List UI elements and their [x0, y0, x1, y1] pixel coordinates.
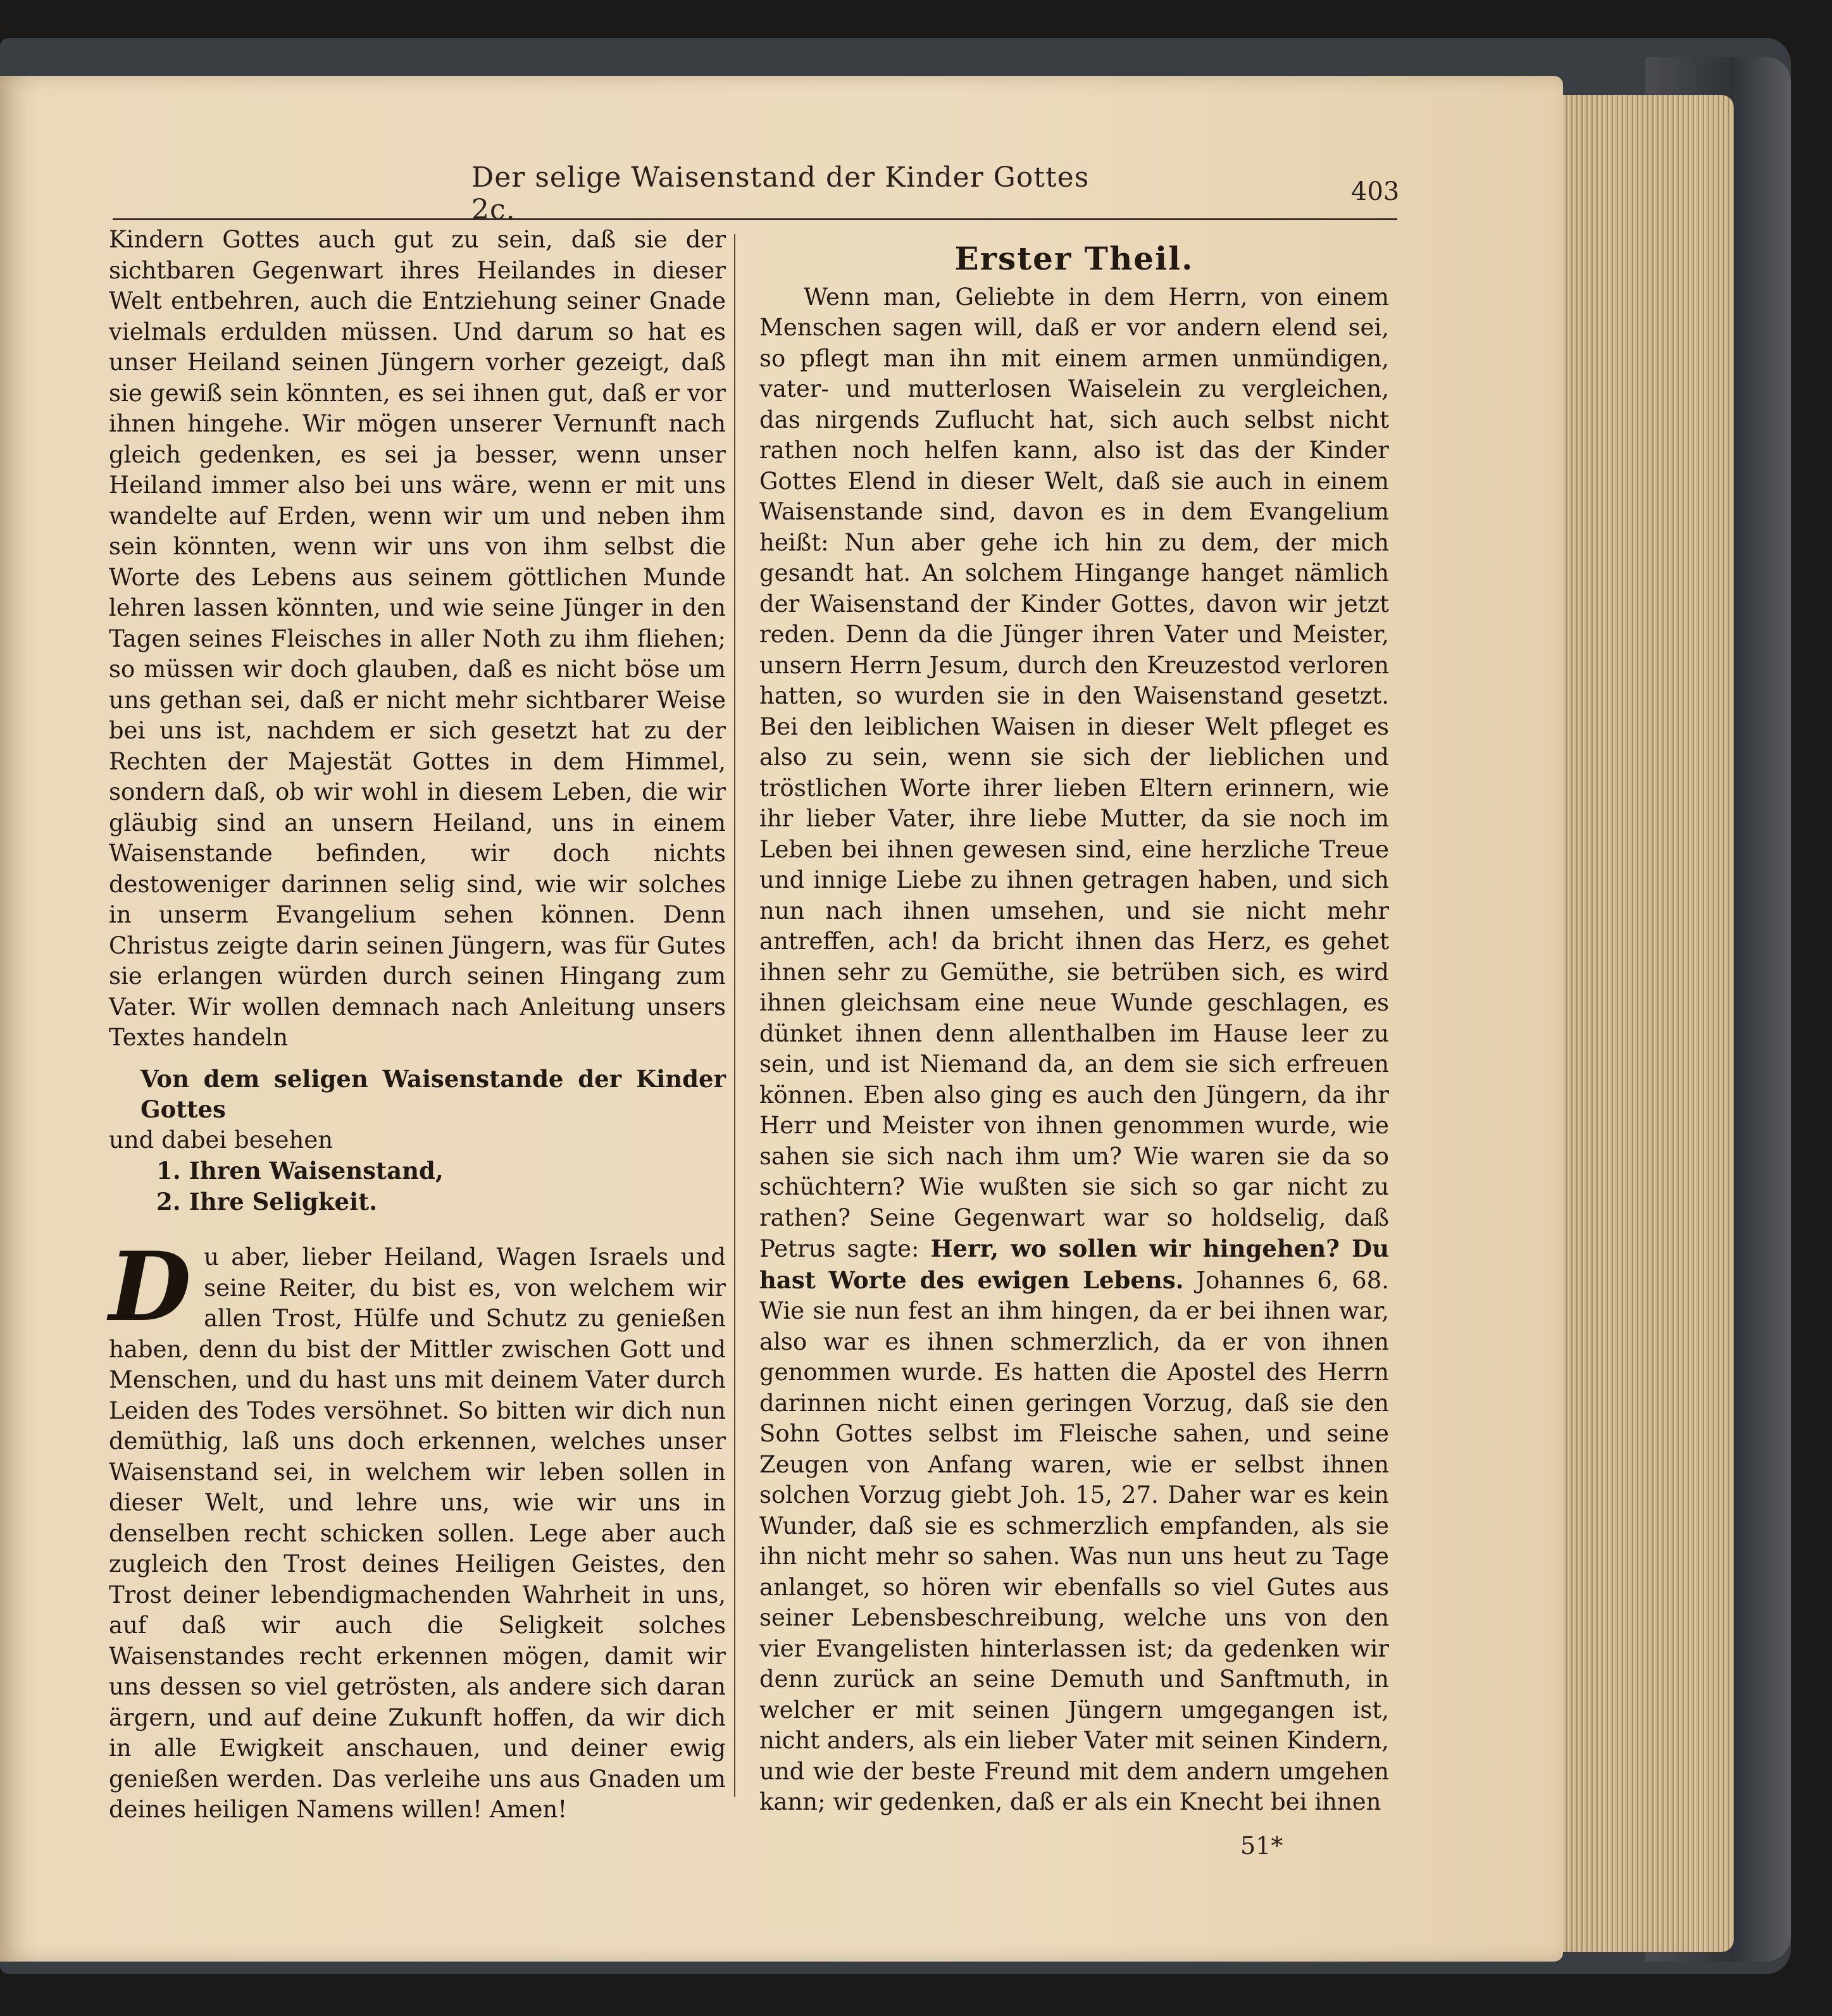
prayer-text: u aber, lieber Heiland, Wagen Israels und seine Reiter, du bist es, von welchem wir allen Trost, Hülfe und Schutz zu genießen haben, denn du bist der Mittler zwischen Gott und Menschen, und du hast uns mit deinem Vater durch Leiden des Todes versöhnet. So bitten wir dich nun demüthig, laß uns doch erkennen, welches unser Waisenstand sei, in welchem wir leben sollen in dieser Welt, und lehre uns, wie wir uns in denselben recht schicken sollen. Lege aber auch zugleich den Trost deines Heiligen Geistes, den Trost deiner lebendigmachenden Wahrheit in uns, auf daß wir auch die Seligkeit solches Waisenstandes recht erkennen mögen, damit wir uns dessen so viel getrösten, als andere sich daran ärgern, und auf deine Zukunft hoffen, da wir dich in alle Ewigkeit anschauen, und deiner ewig genießen werden. Das verleihe uns aus Gnaden um deines heiligen Namens willen! Amen!: [109, 1243, 726, 1823]
dropcap-letter: D: [109, 1231, 192, 1343]
signature-mark: 51*: [1240, 1832, 1283, 1860]
header-rule: [113, 218, 1397, 220]
right-paragraph: [759, 282, 1389, 1818]
column-divider: [734, 234, 735, 1797]
outline-item-1: 1. Ihren Waisenstand,: [156, 1157, 444, 1185]
page-block-edge: [1544, 95, 1734, 1952]
right-paragraph-text-b: Johannes 6, 68. Wie sie nun fest an ihm hingen, da er bei ihnen war, also war es ihnen schmerzlich, da er von ihnen genommen wurde. Es hatten die Apostel des Herrn darinnen nicht einen geringen Vorzug, daß sie den Sohn Gottes selbst im Fleische sahen, und seine Zeugen von Anfang waren, wie er selbst ihnen solchen Vorzug giebt Joh. 15, 27. Daher war es kein Wunder, daß sie es schmerzlich empfanden, als sie ihn nicht mehr so sahen. Was nun uns heut zu Tage anlanget, so hören wir ebenfalls so viel Gutes aus seiner Lebensbeschreibung, welche uns von den vier Evangelisten hinterlassen ist; da gedenken wir denn zurück an seine Demuth und Sanftmuth, in welcher er mit seinen Jüngern umgegangen ist, nicht anders, als ein lieber Vater mit seinen Kindern, und wie der beste Freund mit dem andern umgehen kann; wir gedenken, daß er als ein Knecht bei ihnen: [759, 1266, 1389, 1815]
bible-quote: Herr, wo sollen wir hingehen? Du hast Worte des ewigen Lebens.: [759, 1235, 1389, 1294]
running-head: Der selige Waisenstand der Kinder Gottes 2c.: [471, 161, 1090, 226]
page-number: 403: [1351, 177, 1400, 206]
outline-item-2: 2. Ihre Seligkeit.: [156, 1187, 378, 1216]
section-title: Erster Theil.: [954, 240, 1194, 277]
sermon-theme-continuation: und dabei besehen: [109, 1126, 333, 1154]
right-paragraph-text-a: Wenn man, Geliebte in dem Herrn, von einem Menschen sagen will, daß er vor andern elend sei, so pflegt man ihn mit einem armen unmündigen, vater- und mutterlosen Waiselein zu vergleichen, das nirgends Zuflucht hat, sich auch selbst nicht rathen noch helfen kann, also ist das der Kinder Gottes Elend in dieser Welt, daß sie auch in einem Waisenstande sind, davon es in dem Evangelium heißt: Nun aber gehe ich hin zu dem, der mich gesandt hat. An solchem Hingange hanget nämlich der Waisenstand der Kinder Gottes, davon wir jetzt reden. Denn da die Jünger ihren Vater und Meister, unsern Herrn Jesum, durch den Kreuzestod verloren hatten, so wurden sie in den Waisenstand gesetzt. Bei den leiblichen Waisen in dieser Welt pfleget es also zu sein, wenn sie sich der lieblichen und tröstlichen Worte ihrer lieben Eltern erinnern, wie ihr lieber Vater, ihre liebe Mutter, da sie noch im Leben bei ihnen gewesen sind, eine herzliche Treue und innige Liebe zu ihnen getragen haben, und sich nun nach ihnen umsehen, und sie nicht mehr antreffen, ach! da bricht ihnen das Herz, es gehet ihnen sehr zu Gemüthe, sie betrüben sich, es wird ihnen gleichsam eine neue Wunde geschlagen, es dünket ihnen denn allenthalben im Hause leer zu sein, und ist Niemand da, an dem sie sich erfreuen können. Eben also ging es auch den Jüngern, da ihr Herr und Meister von ihnen genommen wurde, wie sahen sie sich nach ihm um? Wie waren sie da so schüchtern? Wie wußten sie sich so gar nicht zu rathen? Seine Gegenwart war so holdselig, daß Petrus sagte:: [759, 283, 1389, 1262]
left-paragraph: Kindern Gottes auch gut zu sein, daß sie der sichtbaren Gegenwart ihres Heilandes in dieser Welt entbehren, auch die Entziehung seiner Gnade vielmals erdulden müssen. Und darum so hat es unser Heiland seinen Jüngern vorher gezeigt, daß sie gewiß sein könnten, es sei ihnen gut, daß er vor ihnen hingehe. Wir mögen unserer Vernunft nach gleich gedenken, es sei ja besser, wenn unser Heiland immer also bei uns wäre, wenn er mit uns wandelte auf Erden, wenn wir um und neben ihm sein könnten, wenn wir uns von ihm selbst die Worte des Lebens aus seinem göttlichen Munde lehren lassen könnten, und wie seine Jünger in den Tagen seines Fleisches in aller Noth zu ihm fliehen; so müssen wir doch glauben, daß es nicht böse um uns gethan sei, daß er nicht mehr sichtbarer Weise bei uns ist, nachdem er sich gesetzt hat zu der Rechten der Majestät Gottes in dem Himmel, sondern daß, ob wir wohl in diesem Leben, die wir gläubig sind an unsern Heiland, uns in einem Waisenstande befinden, wir doch nichts destoweniger darinnen selig sind, wie wir solches in unserm Evangelium sehen können. Denn Christus zeigte darin seinen Jüngern, was für Gutes sie erlangen würden durch seinen Hingang zum Vater. Wir wollen demnach nach Anleitung unsers Textes handeln: [109, 226, 726, 1051]
prayer-paragraph: [109, 1231, 726, 1826]
right-column: [759, 225, 1389, 1818]
left-column: [109, 225, 726, 1826]
sermon-theme: Von dem seligen Waisenstande der Kinder Gottes: [140, 1064, 726, 1123]
